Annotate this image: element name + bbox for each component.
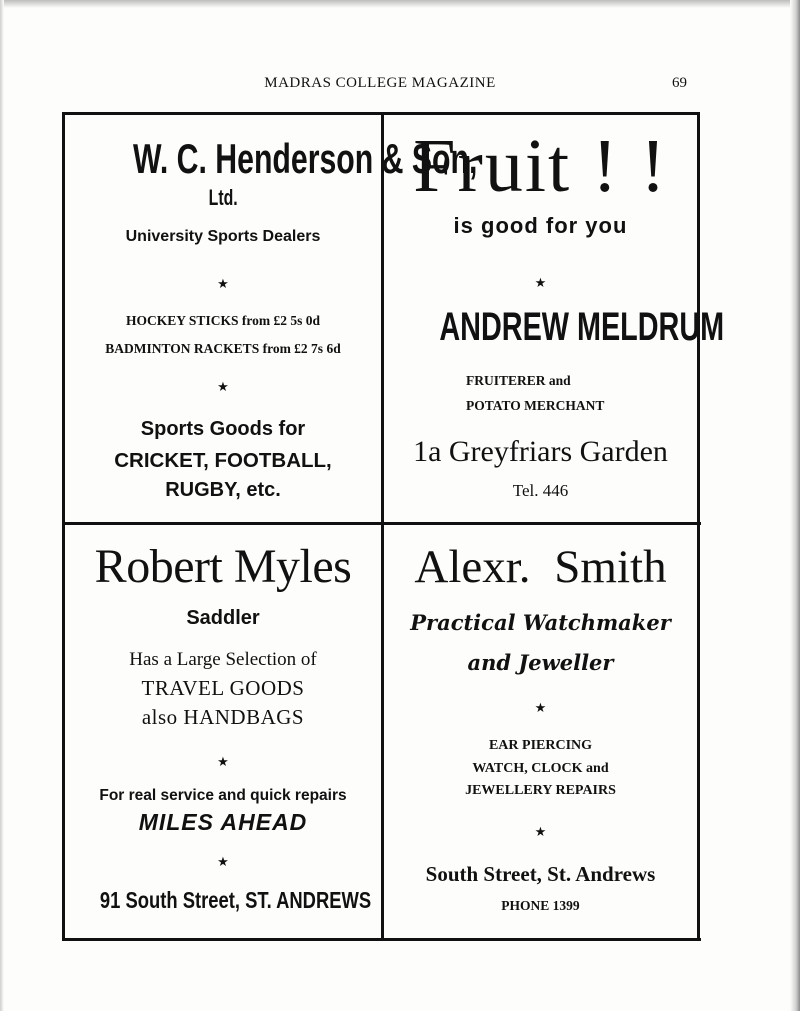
myles-address: 91 South Street, ST. ANDREWS — [99, 887, 372, 913]
henderson-tagline: University Sports Dealers — [125, 228, 321, 245]
henderson-goods-heading: Sports Goods for — [140, 418, 306, 440]
myles-service: For real service and quick repairs — [99, 787, 347, 804]
henderson-name: W. C. Henderson & Son, — [132, 135, 478, 182]
myles-selection: Has a Large Selection of — [129, 649, 317, 670]
meldrum-telephone: Tel. 446 — [512, 481, 569, 500]
henderson-goods-sports: CRICKET, FOOTBALL, — [114, 449, 332, 472]
ad-henderson — [66, 115, 478, 521]
henderson-goods-rugby: RUGBY, etc. — [165, 479, 281, 501]
star-icon: ★ — [217, 854, 229, 869]
star-icon: ★ — [534, 824, 547, 839]
smith-jewellery-repairs: JEWELLERY REPAIRS — [465, 783, 616, 798]
ad-meldrum — [384, 115, 725, 521]
ad-smith — [384, 525, 697, 937]
scan-edge-right — [790, 0, 800, 1011]
smith-name: Alexr. Smith — [414, 541, 667, 593]
meldrum-trade-potato: POTATO MERCHANT — [466, 398, 605, 413]
smith-trade-watchmaker: Practical Watchmaker — [410, 610, 671, 635]
star-icon: ★ — [534, 275, 547, 290]
star-icon: ★ — [217, 276, 229, 291]
meldrum-headline: Fruit ! ! — [413, 124, 668, 208]
smith-phone: PHONE 1399 — [501, 898, 580, 913]
myles-travel-goods: TRAVEL GOODS — [141, 676, 305, 700]
meldrum-trade-fruiterer: FRUITERER and — [466, 373, 571, 388]
frame-right-border — [697, 112, 700, 941]
star-icon: ★ — [217, 754, 229, 769]
frame-left-border — [62, 112, 65, 941]
scan-edge-left — [0, 0, 4, 1011]
star-icon: ★ — [217, 379, 229, 394]
myles-handbags: also HANDBAGS — [141, 705, 305, 729]
scan-edge-top — [0, 0, 800, 8]
henderson-hockey-sticks: HOCKEY STICKS from £2 5s 0d — [126, 313, 320, 328]
smith-watch-clock: WATCH, CLOCK and — [472, 761, 609, 776]
smith-address: South Street, St. Andrews — [425, 862, 656, 886]
ad-myles — [66, 525, 380, 937]
henderson-badminton-rackets: BADMINTON RACKETS from £2 7s 6d — [105, 341, 341, 356]
meldrum-address: 1a Greyfriars Garden — [413, 435, 668, 468]
myles-slogan: MILES AHEAD — [138, 809, 308, 835]
myles-trade: Saddler — [186, 607, 260, 629]
myles-name: Robert Myles — [94, 540, 352, 593]
magazine-title: MADRAS COLLEGE MAGAZINE — [264, 75, 496, 91]
meldrum-subhead: is good for you — [453, 213, 628, 238]
henderson-ltd: Ltd. — [208, 185, 238, 210]
smith-ear-piercing: EAR PIERCING — [488, 738, 593, 753]
smith-trade-jeweller: and Jeweller — [467, 650, 614, 675]
star-icon: ★ — [534, 700, 547, 715]
page-number: 69 — [672, 75, 687, 91]
meldrum-name: ANDREW MELDRUM — [439, 305, 725, 349]
